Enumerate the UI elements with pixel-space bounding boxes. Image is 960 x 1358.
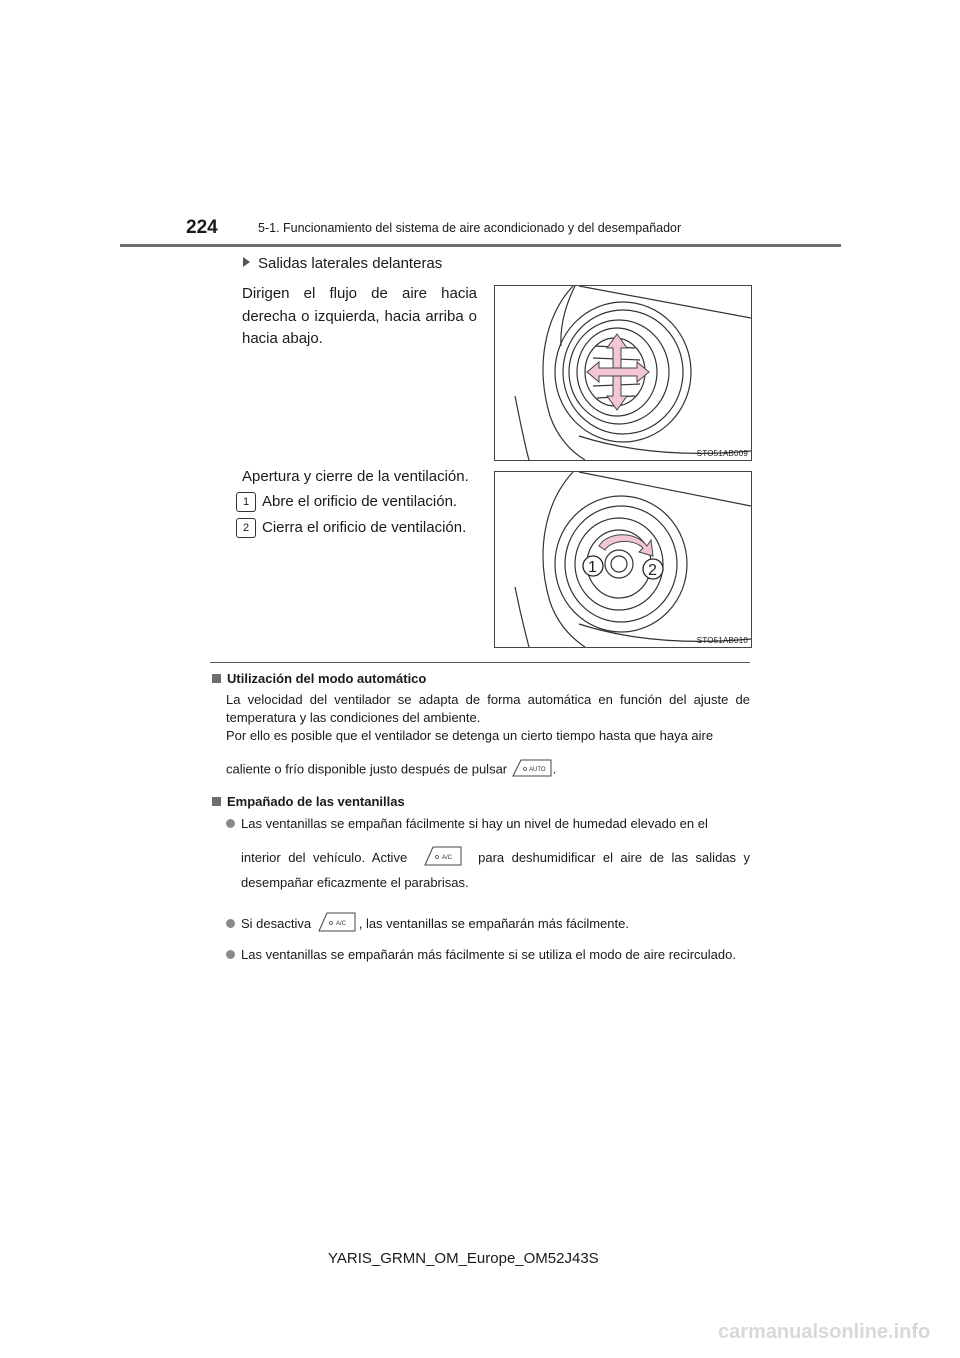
fogging-title-text: Empañado de las ventanillas bbox=[227, 794, 405, 809]
fogging-b1-line3: desempañar eficazmente el parabrisas. bbox=[241, 875, 469, 890]
page-number: 224 bbox=[186, 217, 218, 238]
auto-mode-title-text: Utilización del modo automático bbox=[227, 671, 427, 686]
ac-button-label: A/C bbox=[335, 921, 346, 927]
fogging-title bbox=[212, 794, 405, 809]
watermark-text: carmanualsonline.info bbox=[718, 1321, 931, 1343]
ac-button-label: A/C bbox=[441, 855, 452, 861]
auto-mode-text-3b: . bbox=[552, 761, 557, 777]
side-vents-heading-text: Salidas laterales delanteras bbox=[258, 255, 443, 272]
vent-direction-figure bbox=[494, 285, 752, 461]
fogging-b1-line2b: para deshumidificar el aire de las salidas y bbox=[478, 849, 750, 865]
auto-mode-text-3 bbox=[226, 758, 750, 783]
auto-mode-text-3a: caliente o frío disponible justo después de pulsar bbox=[226, 761, 508, 777]
fogging-b1-line1: Las ventanillas se empañan fácilmente si hay un nivel de humedad elevado en el bbox=[241, 816, 708, 831]
figure-label-1: 1 bbox=[588, 559, 597, 576]
circle-bullet-icon bbox=[226, 919, 235, 928]
fogging-bullet-2 bbox=[226, 911, 750, 938]
auto-mode-title bbox=[212, 671, 426, 686]
number-badge: 1 bbox=[236, 492, 256, 512]
square-bullet-icon bbox=[212, 674, 221, 683]
circle-bullet-icon bbox=[226, 819, 235, 828]
watermark-logo bbox=[718, 1319, 948, 1350]
open-vent-text: Abre el orificio de ventilación. bbox=[262, 493, 458, 510]
close-vent-item bbox=[236, 518, 466, 538]
circle-bullet-icon bbox=[226, 950, 235, 959]
vent-open-close-figure bbox=[494, 471, 752, 648]
auto-button-icon bbox=[511, 758, 553, 783]
ac-button-icon bbox=[423, 845, 463, 872]
ac-button-icon bbox=[317, 911, 357, 938]
fogging-bullet-3 bbox=[226, 946, 750, 964]
square-bullet-icon bbox=[212, 797, 221, 806]
auto-mode-text-2: Por ello es posible que el ventilador se detenga un cierto tiempo hasta que haya aire bbox=[226, 728, 714, 743]
rotate-arrow-icon bbox=[599, 535, 653, 556]
figure-label-2: 2 bbox=[648, 562, 657, 579]
header-rule bbox=[120, 244, 841, 247]
fogging-b2b: , las ventanillas se empañarán más fácilmente. bbox=[358, 915, 629, 931]
fogging-b2a: Si desactiva bbox=[241, 915, 312, 931]
number-badge: 2 bbox=[236, 518, 256, 538]
section-title: 5-1. Funcionamiento del sistema de aire acondicionado y del desempañador bbox=[258, 221, 682, 235]
vent-open-close-illustration bbox=[495, 472, 751, 647]
auto-button-label: AUTO bbox=[528, 767, 546, 773]
fogging-b3: Las ventanillas se empañarán más fácilmente si se utiliza el modo de aire recirculado. bbox=[241, 947, 736, 962]
document-id: YARIS_GRMN_OM_Europe_OM52J43S bbox=[328, 1250, 599, 1267]
open-close-title: Apertura y cierre de la ventilación. bbox=[242, 468, 469, 485]
vent-direction-illustration bbox=[495, 286, 751, 460]
section-divider bbox=[210, 662, 750, 663]
fogging-bullet-1 bbox=[226, 815, 750, 833]
triangle-bullet-icon bbox=[243, 257, 250, 267]
close-vent-text: Cierra el orificio de ventilación. bbox=[262, 519, 467, 536]
fogging-bullet-1-line2 bbox=[241, 845, 750, 872]
auto-mode-text-1: La velocidad del ventilador se adapta de forma automática en función del ajuste de temperatura y las condiciones del ambiente. bbox=[226, 692, 750, 725]
fogging-b1-line2a: interior del vehículo. Active bbox=[241, 849, 408, 865]
figure-code: STO51AB009 bbox=[696, 449, 748, 458]
figure-code: STO51AB010 bbox=[696, 636, 748, 645]
vent-direction-description: Dirigen el flujo de aire hacia derecha o izquierda, hacia arriba o hacia abajo. bbox=[242, 285, 477, 347]
open-vent-item bbox=[236, 492, 457, 512]
side-vents-heading bbox=[243, 255, 442, 272]
